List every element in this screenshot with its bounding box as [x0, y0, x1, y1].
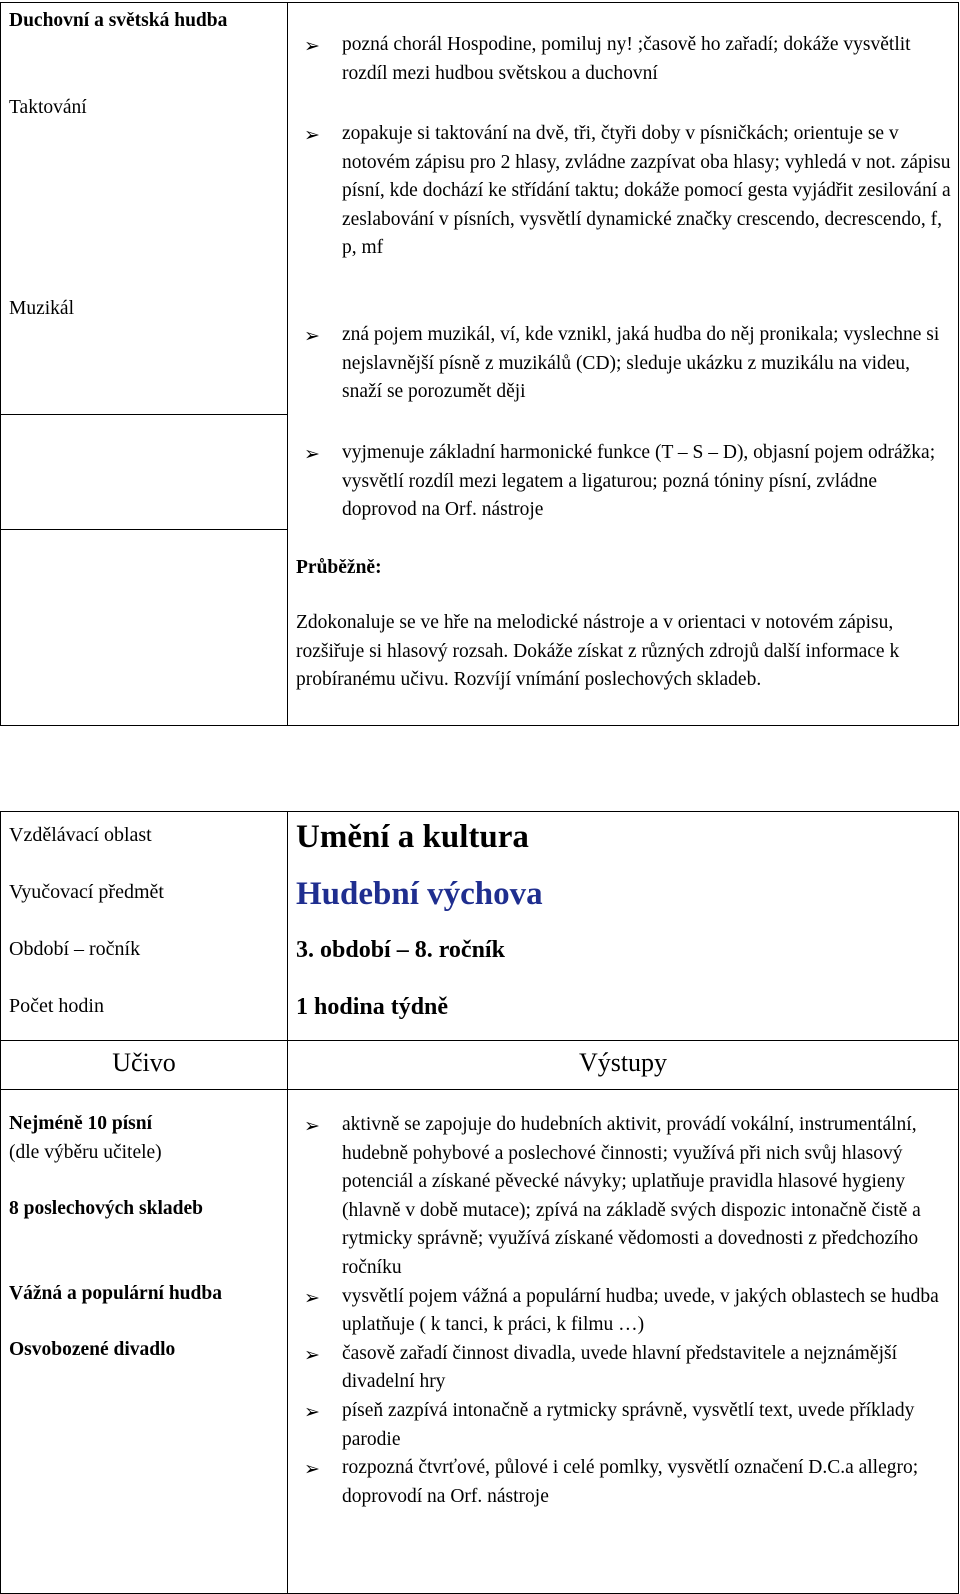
list-item: ➢ zopakuje si taktování na dvě, tři, čtyři doby v písničkách; orientuje se v notovém zápisu pro 2 hlasy, zvládne zazpívat oba hlasy; vyhledá v not. zápisu písní, kde dochází ke střídání taktu; dokáže pomocí gesta vyjádřit zesilování a zeslabování v písních, vysvětlí dynamické značky crescendo, decrescendo, f, p, mf [304, 123, 951, 259]
table-row [1, 3, 959, 415]
empty-cell [1, 415, 288, 530]
outcome-choral [288, 31, 958, 88]
ucivo-pisne-note: (dle výběru učitele) [9, 1141, 162, 1163]
ucivo-vazna: Vážná a populární hudba [9, 1282, 222, 1304]
list-item: ➢ časově zařadí činnost divadla, uvede hlavní představitele a nejznámější divadelní hry [304, 1342, 897, 1393]
table-row [1, 1041, 959, 1090]
list-item: ➢ pozná chorál Hospodine, pomiluj ny! ;časově ho zařadí; dokáže vysvětlit rozdíl mezi hudbou světskou a duchovní [304, 34, 911, 84]
list-item: ➢ zná pojem muzikál, ví, kde vznikl, jaká hudba do něj pronikala; vyslechne si nejslavnější písně z muzikálů (CD); sleduje ukázku z muzikálu na videu, snaží se porozumět ději [304, 324, 940, 403]
ucivo-divadlo: Osvobozené divadlo [9, 1339, 176, 1361]
list-item: ➢ píseň zazpívá intonačně a rytmicky správně, vysvětlí text, uvede příklady parodie [304, 1399, 915, 1450]
outcome-muzikal [288, 321, 958, 407]
arrow-bullet-icon: ➢ [304, 1286, 320, 1309]
topic-duchovni: Duchovní a světská hudba [9, 10, 228, 31]
list-item: ➢ aktivně se zapojuje do hudebních aktivit, provádí vokální, instrumentální, hudebně pohybové a poslechové činnosti; využívá při nich svůj hlasový potenciál a získané pěvecké návyky; uplatňuje pravidla hlasové hygieny (hlavně v době mutace); zpívá na základě svých dispozic intonačně čistě a rytmicky správně; využívá získané vědomosti a dovednosti z předchozího ročníku [304, 1114, 921, 1278]
table-row [1, 1090, 959, 1594]
value-hodiny: 1 hodina týdně [288, 983, 959, 1041]
arrow-bullet-icon: ➢ [304, 325, 320, 347]
ucivo-cell [1, 1090, 288, 1594]
outcome-taktovani [288, 120, 958, 263]
outcomes-cell [288, 3, 959, 726]
arrow-bullet-icon: ➢ [304, 1400, 320, 1423]
value-predmet: Hudební výchova [288, 869, 959, 926]
topic-muzikal: Muzikál [9, 298, 74, 319]
curriculum-table-top [0, 2, 959, 726]
arrow-bullet-icon: ➢ [304, 1458, 320, 1481]
table-row [1, 812, 959, 870]
arrow-bullet-icon: ➢ [304, 124, 320, 146]
curriculum-table-bottom [0, 811, 959, 1594]
label-hodiny: Počet hodin [1, 983, 288, 1041]
label-predmet: Vyučovací předmět [1, 869, 288, 926]
prubezne-heading: Průběžně: [296, 557, 382, 578]
table-row [1, 869, 959, 926]
topic-taktovani: Taktování [9, 97, 87, 118]
list-item: ➢ vysvětlí pojem vážná a populární hudba; uvede, v jakých oblastech se hudba uplatňuje ( k tanci, k práci, k filmu …) [304, 1285, 939, 1336]
ucivo-pisne: Nejméně 10 písní [9, 1113, 152, 1134]
topics-cell [1, 3, 288, 415]
arrow-bullet-icon: ➢ [304, 35, 320, 57]
list-item: ➢ vyjmenuje základní harmonické funkce (T – S – D), objasní pojem odrážka; vysvětlí rozdíl mezi legatem a ligaturou; pozná tóniny písní, zvládne doprovod na Orf. nástroje [304, 442, 936, 521]
arrow-bullet-icon: ➢ [304, 1343, 320, 1366]
heading-ucivo: Učivo [1, 1041, 288, 1090]
arrow-bullet-icon: ➢ [304, 1115, 320, 1137]
label-obdobi: Období – ročník [1, 926, 288, 983]
value-oblast: Umění a kultura [288, 812, 959, 870]
prubezne-text: Zdokonaluje se ve hře na melodické nástroje a v orientaci v notovém zápisu, rozšiřuje si hlasový rozsah. Dokáže získat z různých zdrojů další informace k probíranému učivu. Rozvíjí vnímání poslechových skladeb. [296, 612, 900, 691]
vystupy-cell [288, 1090, 959, 1594]
label-oblast: Vzdělávací oblast [1, 812, 288, 870]
ucivo-poslech: 8 poslechových skladeb [9, 1198, 203, 1220]
outcome-harmonie [288, 439, 958, 525]
vystupy-list [288, 1111, 958, 1511]
table-row [1, 983, 959, 1041]
table-row [1, 926, 959, 983]
value-obdobi: 3. období – 8. ročník [288, 926, 959, 983]
empty-cell [1, 530, 288, 726]
heading-vystupy: Výstupy [288, 1041, 959, 1090]
list-item: ➢ rozpozná čtvrťové, půlové i celé pomlky, vysvětlí označení D.C.a allegro; doprovodí na Orf. nástroje [304, 1457, 919, 1507]
arrow-bullet-icon: ➢ [304, 443, 320, 465]
